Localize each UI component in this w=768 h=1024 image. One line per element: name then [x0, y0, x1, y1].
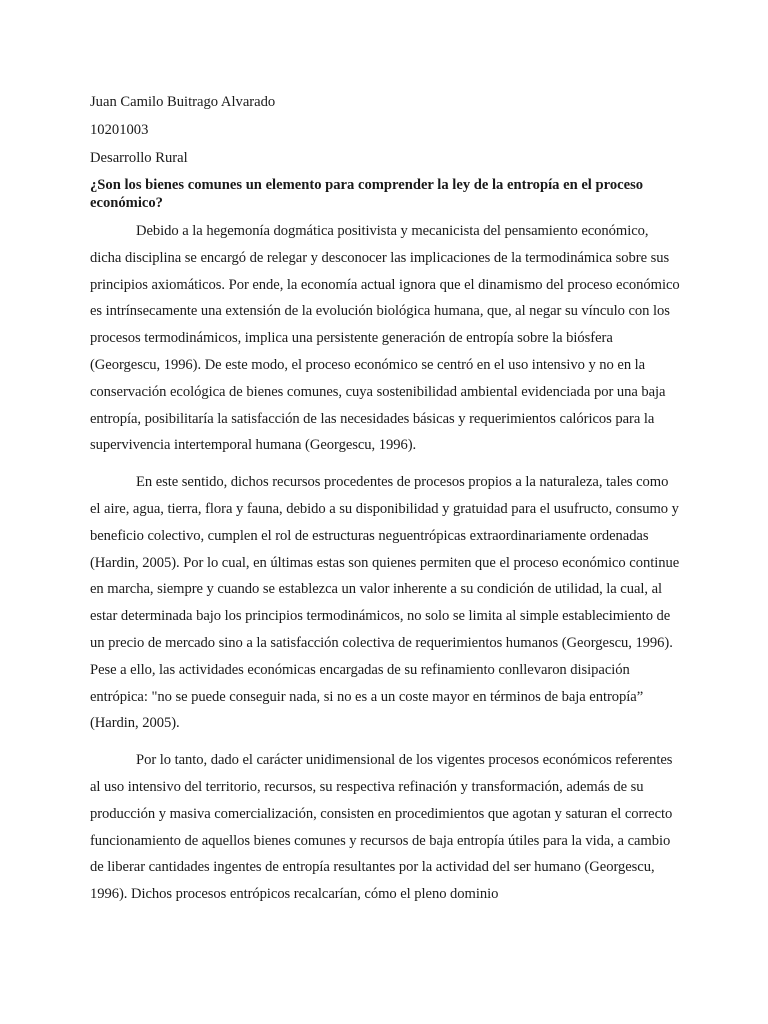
- body-paragraph-3: Por lo tanto, dado el carácter unidimensional de los vigentes procesos económicos referentes al uso intensivo del territorio, recursos, su respectiva refinación y transformación, además de su producción y masiva comercialización, consisten en procedimientos que agotan y saturan el correcto funcionamiento de aquellos bienes comunes y recursos de baja entropía útiles para la vida, a cambio de liberar cantidades ingentes de entropía resultantes por la actividad del ser humano (Georgescu, 1996). Dichos procesos entrópicos recalcarían, cómo el pleno dominio: [90, 752, 673, 903]
- document-page: [90, 92, 680, 918]
- course-name: Desarrollo Rural: [90, 150, 188, 166]
- body-paragraph-1: Debido a la hegemonía dogmática positivista y mecanicista del pensamiento económico, dicha disciplina se encargó de relegar y desconocer las implicaciones de la termodinámica sobre sus principios axiomáticos. Por ende, la economía actual ignora que el dinamismo del proceso económico es intrínsecamente una extensión de la evolución biológica humana, que, al negar su vínculo con los procesos termodinámicos, implica una persistente generación de entropía sobre la biósfera (Georgescu, 1996). De este modo, el proceso económico se centró en el uso intensivo y no en la conservación ecológica de bienes comunes, cuya sostenibilidad ambiental evidenciada por una baja entropía, posibilitaría la satisfacción de las necesidades básicas y requerimientos calóricos para la supervivencia intertemporal humana (Georgescu, 1996).: [90, 223, 680, 454]
- document-title: ¿Son los bienes comunes un elemento para comprender la ley de la entropía en el proceso económico?: [90, 177, 644, 211]
- body-paragraph-2: En este sentido, dichos recursos procedentes de procesos propios a la naturaleza, tales como el aire, agua, tierra, flora y fauna, debido a su disponibilidad y gratuidad para el usufructo, consumo y beneficio colectivo, cumplen el rol de estructuras neguentrópicas extraordinariamente ordenadas (Hardin, 2005). Por lo cual, en últimas estas son quienes permiten que el proceso económico continue en marcha, siempre y cuando se establezca un valor inherente a su condición de utilidad, la cual, al estar determinada bajo los principios termodinámicos, no solo se limita al simple establecimiento de un precio de mercado sino a la satisfacción colectiva de requerimientos humanos (Georgescu, 1996). Pese a ello, las actividades económicas encargadas de su refinamiento conllevaron disipación entrópica: "no se puede conseguir nada, si no es a un coste mayor en términos de baja entropía” (Hardin, 2005).: [90, 474, 680, 732]
- author-name: Juan Camilo Buitrago Alvarado: [90, 94, 276, 110]
- student-id: 10201003: [90, 122, 149, 138]
